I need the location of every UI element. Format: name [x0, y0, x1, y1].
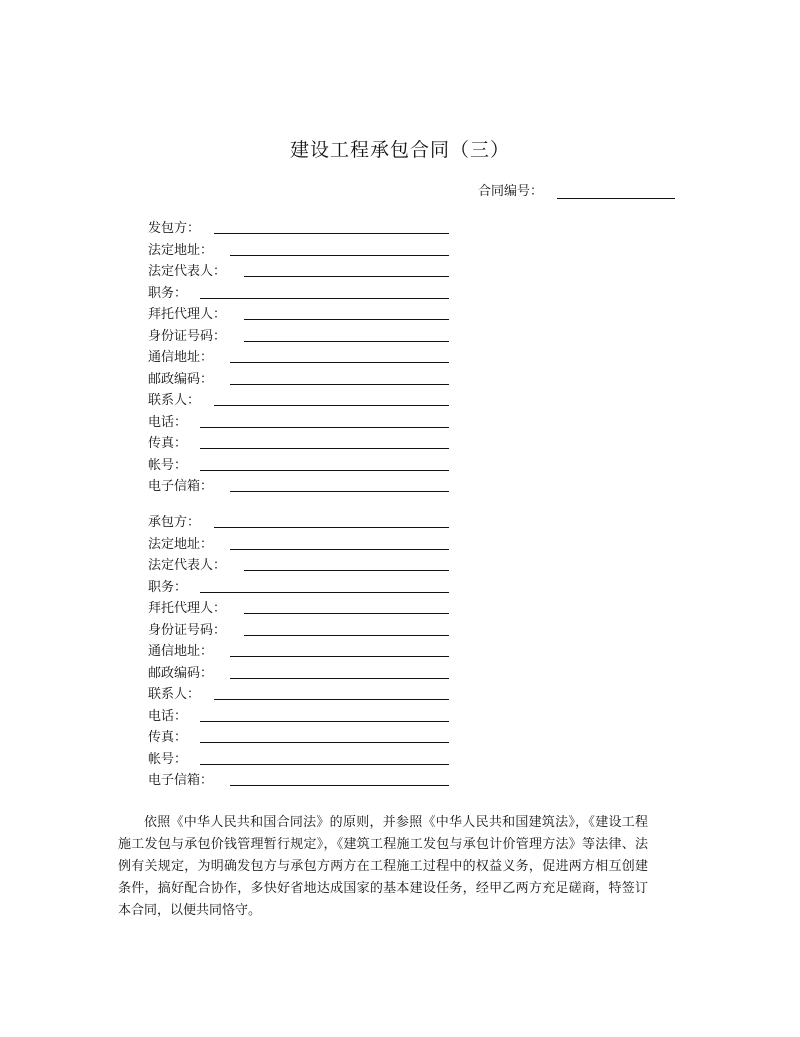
field-label: 电话： — [148, 708, 188, 724]
fill-line — [200, 470, 449, 471]
field-label: 承包方： — [148, 515, 201, 530]
fill-line — [214, 233, 449, 234]
field-label: 法定代表人： — [148, 264, 227, 279]
field-label: 拜托代理人： — [148, 601, 227, 616]
field-label: 法定代表人： — [148, 558, 227, 573]
fill-line — [230, 785, 449, 786]
fill-line — [244, 276, 449, 277]
fill-line — [230, 491, 449, 492]
field-label: 法定地址： — [148, 242, 214, 258]
field-label: 帐号： — [148, 457, 188, 473]
fill-line — [200, 592, 449, 593]
fill-line — [214, 527, 449, 528]
fill-line — [200, 764, 449, 765]
field-label: 职务： — [148, 285, 188, 301]
fill-line — [230, 255, 449, 256]
preamble-paragraph — [118, 812, 648, 922]
fill-line — [244, 319, 449, 320]
fill-line — [200, 742, 449, 743]
fill-line — [230, 656, 449, 657]
field-label: 身份证号码： — [148, 622, 227, 638]
fill-line — [244, 570, 449, 571]
field-label: 帐号： — [148, 751, 188, 767]
field-label: 电话： — [148, 414, 188, 430]
preamble-text: 依照《中华人民共和国合同法》的原则，并参照《中华人民共和国建筑法》，《建设工程施工发包与承包价钱管理暂行规定》，《建筑工程施工发包与承包计价管理方法》等法律、法例有关规定，为明确发包方与承包方两方在工程施工过程中的权益义务，促进两方相互创建条件，搞好配合协作，多快好省地达成国家的基本建设任务，经甲乙两方充足磋商，特签订本合同，以便共同恪守。 — [118, 815, 648, 918]
field-label: 发包方： — [148, 221, 201, 236]
fill-line — [244, 613, 449, 614]
contract-number-blank — [557, 186, 675, 199]
field-label: 联系人： — [148, 393, 201, 408]
field-label: 邮政编码： — [148, 665, 214, 681]
field-label: 法定地址： — [148, 536, 214, 552]
field-label: 电子信箱： — [148, 479, 214, 494]
field-label: 传真： — [148, 436, 188, 451]
field-label: 电子信箱： — [148, 773, 214, 788]
field-label: 通信地址： — [148, 644, 214, 659]
field-label: 通信地址： — [148, 350, 214, 365]
contract-number — [478, 180, 675, 199]
fill-line — [200, 298, 449, 299]
field-label: 拜托代理人： — [148, 307, 227, 322]
contract-number-label: 合同编号： — [478, 184, 544, 199]
field-label: 邮政编码： — [148, 371, 214, 387]
fill-line — [230, 362, 449, 363]
fill-line — [244, 341, 449, 342]
field-label: 身份证号码： — [148, 328, 227, 344]
fill-line — [230, 678, 449, 679]
field-label: 职务： — [148, 579, 188, 595]
fill-line — [200, 721, 449, 722]
field-label: 联系人： — [148, 687, 201, 702]
fill-line — [230, 384, 449, 385]
fill-line — [214, 699, 449, 700]
field-label: 传真： — [148, 730, 188, 745]
fill-line — [200, 427, 449, 428]
fill-line — [244, 635, 449, 636]
fill-line — [200, 448, 449, 449]
page-title: 建设工程承包合同（三） — [289, 139, 510, 161]
fill-line — [230, 549, 449, 550]
fill-line — [214, 405, 449, 406]
